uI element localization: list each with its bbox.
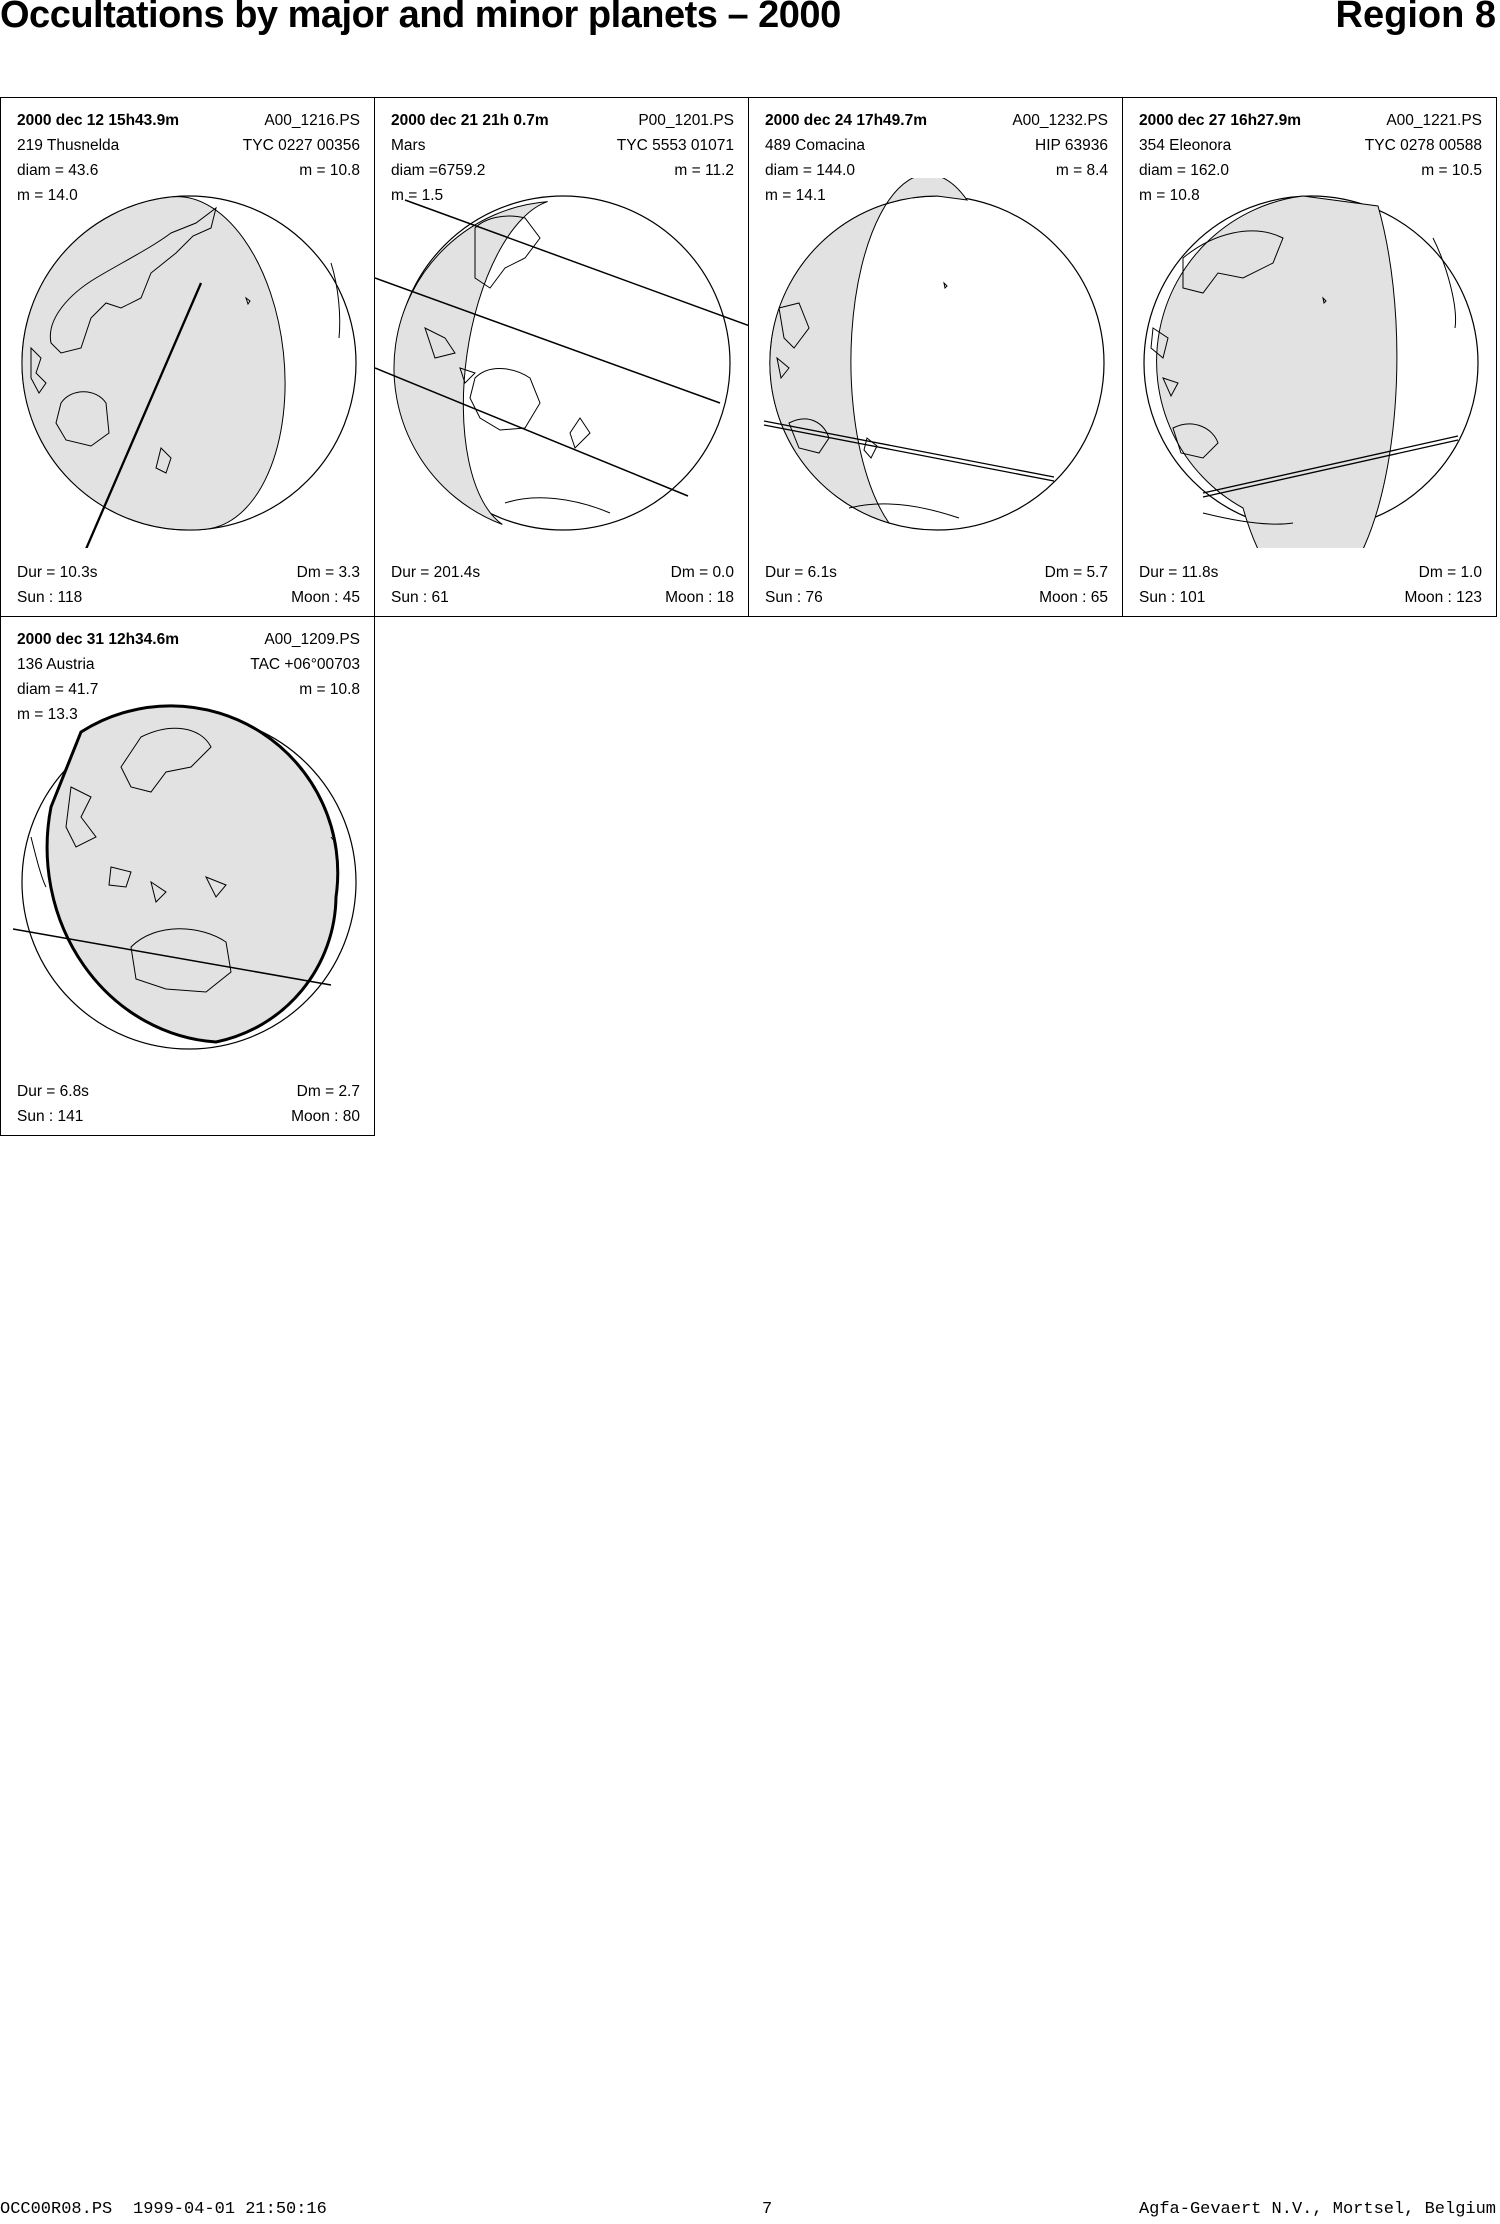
object-diameter: diam =6759.2: [391, 162, 486, 179]
moon-elongation: Moon : 123: [1404, 589, 1482, 606]
occulting-object: 136 Austria: [17, 656, 95, 673]
event-date: 2000 dec 12 15h43.9m: [17, 112, 180, 129]
object-magnitude: m = 10.8: [1139, 187, 1200, 204]
object-diameter: diam = 41.7: [17, 681, 99, 698]
star-magnitude: m = 10.8: [299, 162, 360, 179]
star-magnitude: m = 11.2: [674, 162, 734, 179]
footer-page-number: 7: [762, 2200, 773, 2219]
duration: Dur = 6.1s: [765, 564, 837, 581]
occulting-object: 489 Comacina: [765, 137, 865, 154]
star-magnitude: m = 8.4: [1055, 162, 1108, 179]
globe-map: [1, 697, 376, 1067]
occultation-panel: [0, 97, 375, 617]
object-magnitude: m = 14.1: [765, 187, 826, 204]
star-id: TYC 5553 01071: [616, 137, 734, 154]
event-date: 2000 dec 21 21h 0.7m: [391, 112, 549, 129]
chart-file: A00_1221.PS: [1386, 112, 1482, 129]
globe-map: [1123, 178, 1498, 548]
footer-timestamp: 1999-04-01 21:50:16: [133, 2200, 327, 2219]
moon-elongation: Moon : 65: [1039, 589, 1108, 606]
occultation-panel: [374, 97, 749, 617]
star-id: TYC 0227 00356: [242, 137, 360, 154]
footer-credit: Agfa-Gevaert N.V., Mortsel, Belgium: [1138, 2200, 1496, 2219]
duration: Dur = 11.8s: [1139, 564, 1219, 581]
sun-elongation: Sun : 76: [765, 589, 823, 606]
object-magnitude: m = 13.3: [17, 706, 78, 723]
chart-file: A00_1232.PS: [1012, 112, 1108, 129]
occulting-object: 354 Eleonora: [1139, 137, 1232, 154]
moon-elongation: Moon : 18: [665, 589, 734, 606]
chart-file: A00_1216.PS: [264, 112, 360, 129]
magnitude-drop: Dm = 0.0: [670, 564, 734, 581]
footer-file: OCC00R08.PS: [0, 2200, 113, 2219]
object-diameter: diam = 144.0: [765, 162, 856, 179]
duration: Dur = 201.4s: [391, 564, 481, 581]
object-magnitude: m = 14.0: [17, 187, 78, 204]
moon-elongation: Moon : 80: [291, 1108, 360, 1125]
magnitude-drop: Dm = 1.0: [1418, 564, 1482, 581]
sun-elongation: Sun : 118: [17, 589, 83, 606]
chart-file: P00_1201.PS: [638, 112, 734, 129]
globe-map: [1, 178, 376, 548]
magnitude-drop: Dm = 3.3: [296, 564, 360, 581]
event-date: 2000 dec 31 12h34.6m: [17, 631, 180, 648]
duration: Dur = 6.8s: [17, 1083, 89, 1100]
globe-map: [749, 178, 1124, 548]
sun-elongation: Sun : 61: [391, 589, 449, 606]
sun-elongation: Sun : 141: [17, 1108, 84, 1125]
star-magnitude: m = 10.8: [299, 681, 360, 698]
event-date: 2000 dec 27 16h27.9m: [1139, 112, 1302, 129]
occultation-panel: [1122, 97, 1497, 617]
region-label: Region 8: [1335, 0, 1496, 36]
occultation-panel: [0, 616, 375, 1136]
star-id: TAC +06°00703: [250, 656, 360, 673]
star-id: TYC 0278 00588: [1364, 137, 1482, 154]
globe-map: [375, 178, 750, 548]
duration: Dur = 10.3s: [17, 564, 98, 581]
magnitude-drop: Dm = 2.7: [296, 1083, 360, 1100]
star-id: HIP 63936: [1035, 137, 1108, 154]
page-title: Occultations by major and minor planets – 2000: [0, 0, 841, 36]
magnitude-drop: Dm = 5.7: [1044, 564, 1108, 581]
sun-elongation: Sun : 101: [1139, 589, 1206, 606]
occultation-panel: [748, 97, 1123, 617]
occulting-object: Mars: [391, 137, 426, 154]
object-magnitude: m = 1.5: [391, 187, 444, 204]
object-diameter: diam = 43.6: [17, 162, 99, 179]
object-diameter: diam = 162.0: [1139, 162, 1230, 179]
moon-elongation: Moon : 45: [291, 589, 360, 606]
chart-file: A00_1209.PS: [264, 631, 360, 648]
occulting-object: 219 Thusnelda: [17, 137, 120, 154]
star-magnitude: m = 10.5: [1421, 162, 1482, 179]
event-date: 2000 dec 24 17h49.7m: [765, 112, 928, 129]
